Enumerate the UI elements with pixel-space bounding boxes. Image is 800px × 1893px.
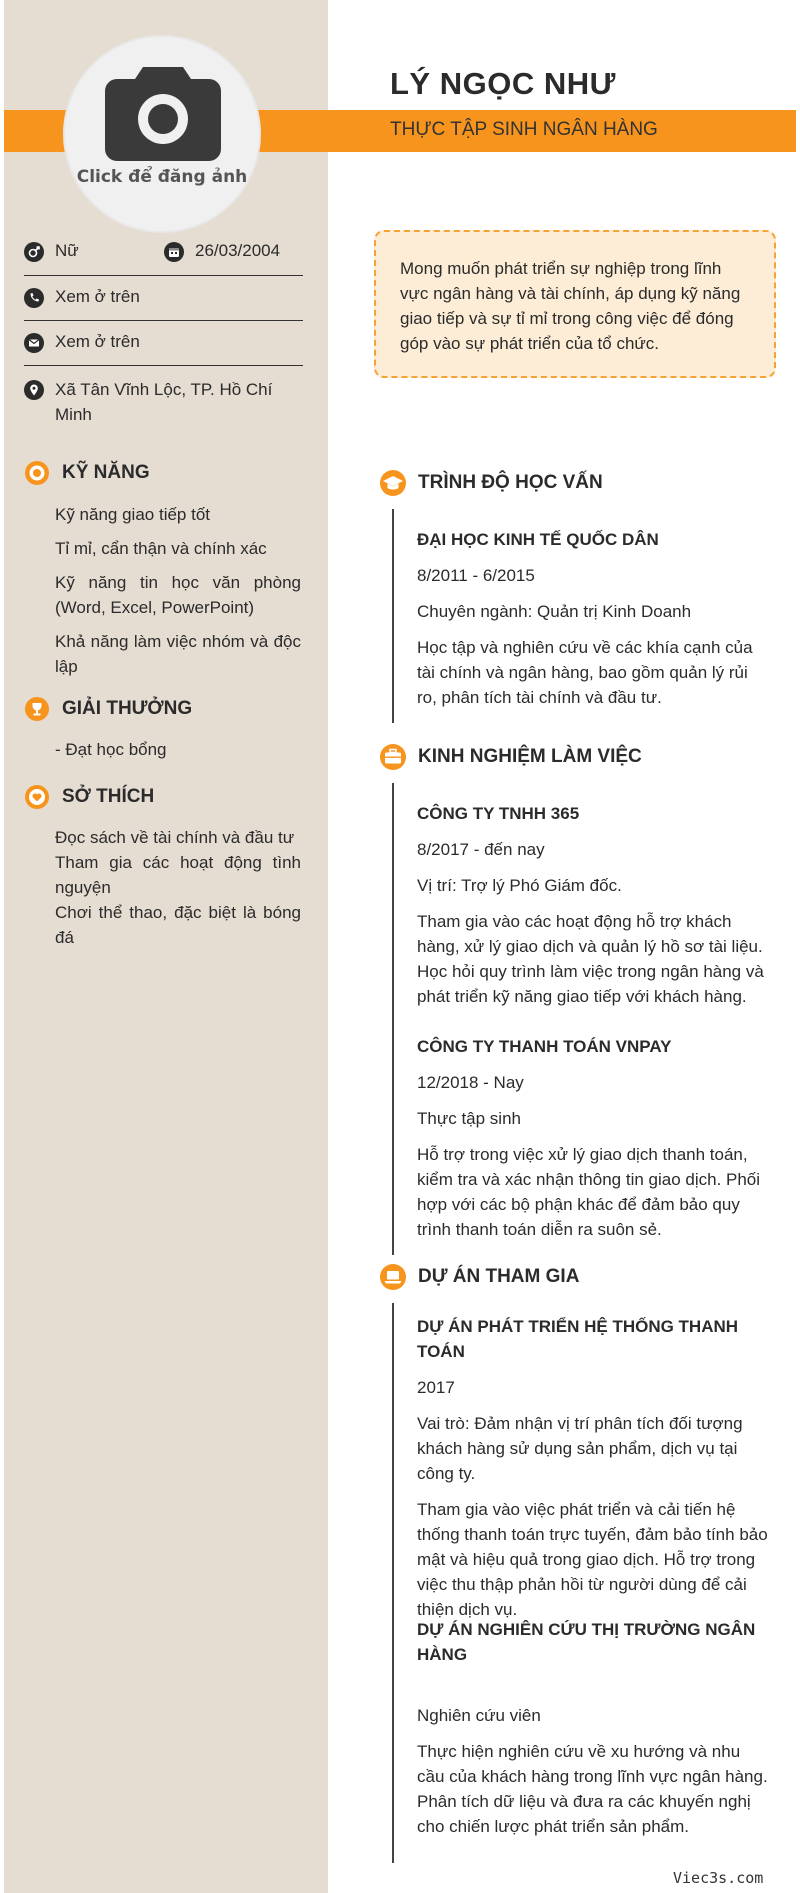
job-entry <box>417 801 769 1009</box>
education-major: Chuyên ngành: Quản trị Kinh Doanh <box>417 602 692 621</box>
project-entry <box>417 1314 769 1622</box>
job-role: Thực tập sinh <box>417 1109 521 1128</box>
project-entry <box>417 1617 769 1839</box>
phone-value[interactable]: Xem ở trên <box>55 287 140 306</box>
education-entry <box>417 527 769 710</box>
timeline-line <box>392 783 394 1255</box>
project-description: Tham gia vào việc phát triển và cải tiến hệ thống thanh toán trực tuyến, đảm bảo tính bảo mật và hiệu quả trong giao dịch. Hỗ trợ trong việc thu thập phản hồi từ người dùng để cải thiện dịch vụ. <box>417 1500 768 1619</box>
phone-icon <box>24 288 44 308</box>
education-description: Học tập và nghiên cứu về các khía cạnh của tài chính và ngân hàng, bao gồm quản lý rủi ro, phân tích tài chính và đầu tư. <box>417 638 753 707</box>
skills-heading <box>24 460 150 486</box>
email-row <box>24 332 304 353</box>
job-role: Vị trí: Trợ lý Phó Giám đốc. <box>417 876 622 895</box>
job-title: THỰC TẬP SINH NGÂN HÀNG <box>390 119 658 140</box>
footer-watermark: Viec3s.com <box>673 1869 764 1887</box>
gender-value: Nữ <box>55 241 79 260</box>
list-item: Tỉ mỉ, cẩn thận và chính xác <box>55 539 267 558</box>
experience-heading <box>379 743 642 771</box>
full-name: LÝ NGỌC NHƯ <box>390 66 616 101</box>
project-description: Thực hiện nghiên cứu về xu hướng và nhu cầu của khách hàng trong lĩnh vực ngân hàng. Phân tích dữ liệu và đưa ra các khuyến nghị cho chiến lược phát triển sản phẩm. <box>417 1742 768 1836</box>
list-item: Tham gia các hoạt động tình nguyện <box>55 853 301 897</box>
birthday-row <box>164 241 304 262</box>
project-name: DỰ ÁN PHÁT TRIỂN HỆ THỐNG THANH TOÁN <box>417 1317 739 1361</box>
projects-heading <box>379 1263 579 1291</box>
job-period: 8/2017 - đến nay <box>417 840 545 859</box>
divider <box>24 365 303 366</box>
location-pin-icon <box>24 380 44 400</box>
project-role: Nghiên cứu viên <box>417 1706 541 1725</box>
calendar-icon <box>164 242 184 262</box>
education-period: 8/2011 - 6/2015 <box>417 566 535 585</box>
phone-row <box>24 287 304 308</box>
hobbies-list <box>55 825 301 950</box>
camera-icon <box>105 63 221 163</box>
email-icon <box>24 333 44 353</box>
list-item: Khả năng làm việc nhóm và độc lập <box>55 632 301 676</box>
skills-list <box>55 502 301 688</box>
address-value: Xã Tân Vĩnh Lộc, TP. Hồ Chí Minh <box>55 380 273 424</box>
list-item: - Đạt học bổng <box>55 740 167 759</box>
briefcase-icon <box>379 743 407 771</box>
project-role: Vai trò: Đảm nhận vị trí phân tích đối tượng khách hàng sử dụng sản phẩm, dịch vụ tại công ty. <box>417 1414 743 1483</box>
birthday-value: 26/03/2004 <box>195 241 281 260</box>
list-item: Chơi thể thao, đặc biệt là bóng đá <box>55 903 301 947</box>
project-name: DỰ ÁN NGHIÊN CỨU THỊ TRƯỜNG NGÂN HÀNG <box>417 1620 756 1664</box>
list-item: Kỹ năng tin học văn phòng (Word, Excel, PowerPoint) <box>55 573 301 617</box>
list-item: Đọc sách về tài chính và đầu tư <box>55 828 295 847</box>
timeline-line <box>392 1303 394 1863</box>
divider <box>24 275 303 276</box>
skills-heading-label: KỸ NĂNG <box>62 462 150 483</box>
gender-icon <box>24 242 44 262</box>
job-description: Hỗ trợ trong việc xử lý giao dịch thanh toán, kiểm tra và xác nhận thông tin giao dịch. Phối hợp với các bộ phận khác để đảm bảo quy trình thanh toán diễn ra suôn sẻ. <box>417 1145 761 1239</box>
company-name: CÔNG TY THANH TOÁN VNPAY <box>417 1037 672 1056</box>
project-year: 2017 <box>417 1378 455 1397</box>
graduation-cap-icon <box>379 469 407 497</box>
list-item: Kỹ năng giao tiếp tốt <box>55 505 211 524</box>
target-icon <box>24 460 50 486</box>
education-heading-label: TRÌNH ĐỘ HỌC VẤN <box>418 472 603 493</box>
job-period: 12/2018 - Nay <box>417 1073 524 1092</box>
email-value[interactable]: Xem ở trên <box>55 332 140 351</box>
projects-heading-label: DỰ ÁN THAM GIA <box>418 1266 580 1287</box>
hobbies-heading-label: SỞ THÍCH <box>62 786 155 807</box>
address-row <box>24 377 304 427</box>
job-entry <box>417 1034 769 1242</box>
timeline-line <box>392 509 394 723</box>
trophy-icon <box>24 696 50 722</box>
experience-heading-label: KINH NGHIỆM LÀM VIỆC <box>418 746 642 767</box>
awards-heading-label: GIẢI THƯỞNG <box>62 698 193 719</box>
awards-heading <box>24 696 192 722</box>
photo-caption: Click để đăng ảnh <box>76 167 248 187</box>
career-objective: Mong muốn phát triển sự nghiệp trong lĩnh vực ngân hàng và tài chính, áp dụng kỹ năng giao tiếp và sự tỉ mỉ trong công việc để đóng góp vào sự phát triển của tổ chức. <box>374 230 776 378</box>
hobbies-heading <box>24 784 154 810</box>
education-heading <box>379 469 603 497</box>
laptop-icon <box>379 1263 407 1291</box>
job-description: Tham gia vào các hoạt động hỗ trợ khách hàng, xử lý giao dịch và quản lý hồ sơ tài liệu. Học hỏi quy trình làm việc trong ngân hàng và phát triển kỹ năng giao tiếp với khách hàng. <box>417 912 764 1006</box>
company-name: CÔNG TY TNHH 365 <box>417 804 580 823</box>
divider <box>24 320 303 321</box>
avatar[interactable] <box>63 35 261 233</box>
school-name: ĐẠI HỌC KINH TẾ QUỐC DÂN <box>417 530 659 549</box>
heart-icon <box>24 784 50 810</box>
gender-row <box>24 241 154 262</box>
awards-list <box>55 737 301 771</box>
